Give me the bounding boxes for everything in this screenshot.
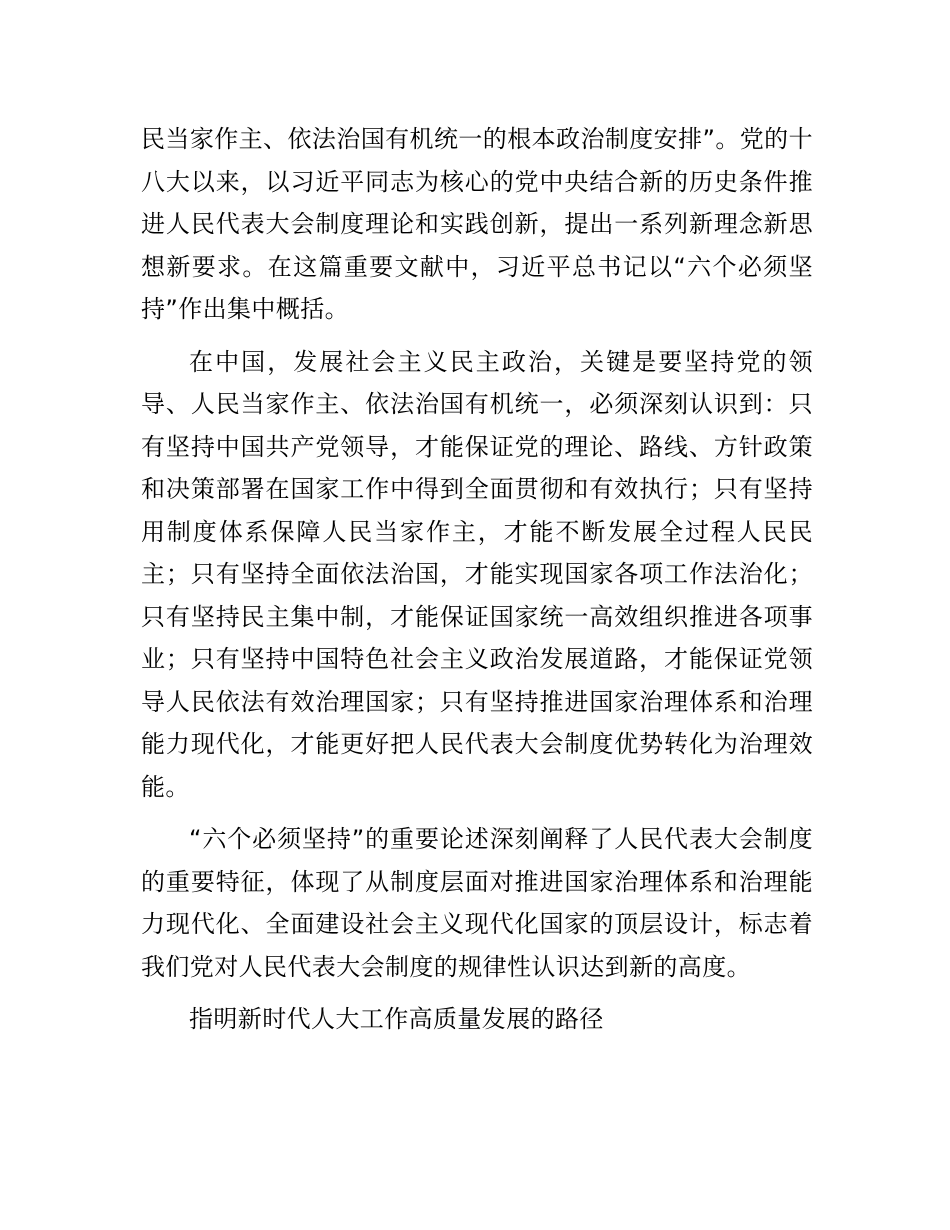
paragraph-significance: “六个必须坚持”的重要论述深刻阐释了人民代表大会制度的重要特征，体现了从制度层面对推进国家治理体系和治理能力现代化、全面建设社会主义现代化国家的顶层设计，标志着我们党对人民代表大会制度的规律性认识达到新的高度。 (141, 825, 813, 981)
paragraph-continuation: 民当家作主、依法治国有机统一的根本政治制度安排”。党的十八大以来，以习近平同志为核心的党中央结合新的历史条件推进人民代表大会制度理论和实践创新，提出一系列新理念新思想新要求。在这篇重要文献中，习近平总书记以“六个必须坚持”作出集中概括。 (141, 125, 813, 323)
section-heading: 指明新时代人大工作高质量发展的路径 (189, 1005, 604, 1033)
document-body (141, 118, 813, 1051)
paragraph-six-musts-detail: 在中国，发展社会主义民主政治，关键是要坚持党的领导、人民当家作主、依法治国有机统一，必须深刻认识到：只有坚持中国共产党领导，才能保证党的理论、路线、方针政策和决策部署在国家工作中得到全面贯彻和有效执行；只有坚持用制度体系保障人民当家作主，才能不断发展全过程人民民主；只有坚持全面依法治国，才能实现国家各项工作法治化；只有坚持民主集中制，才能保证国家统一高效组织推进各项事业；只有坚持中国特色社会主义政治发展道路，才能保证党领导人民依法有效治理国家；只有坚持推进国家治理体系和治理能力现代化，才能更好把人民代表大会制度优势转化为治理效能。 (141, 347, 813, 801)
